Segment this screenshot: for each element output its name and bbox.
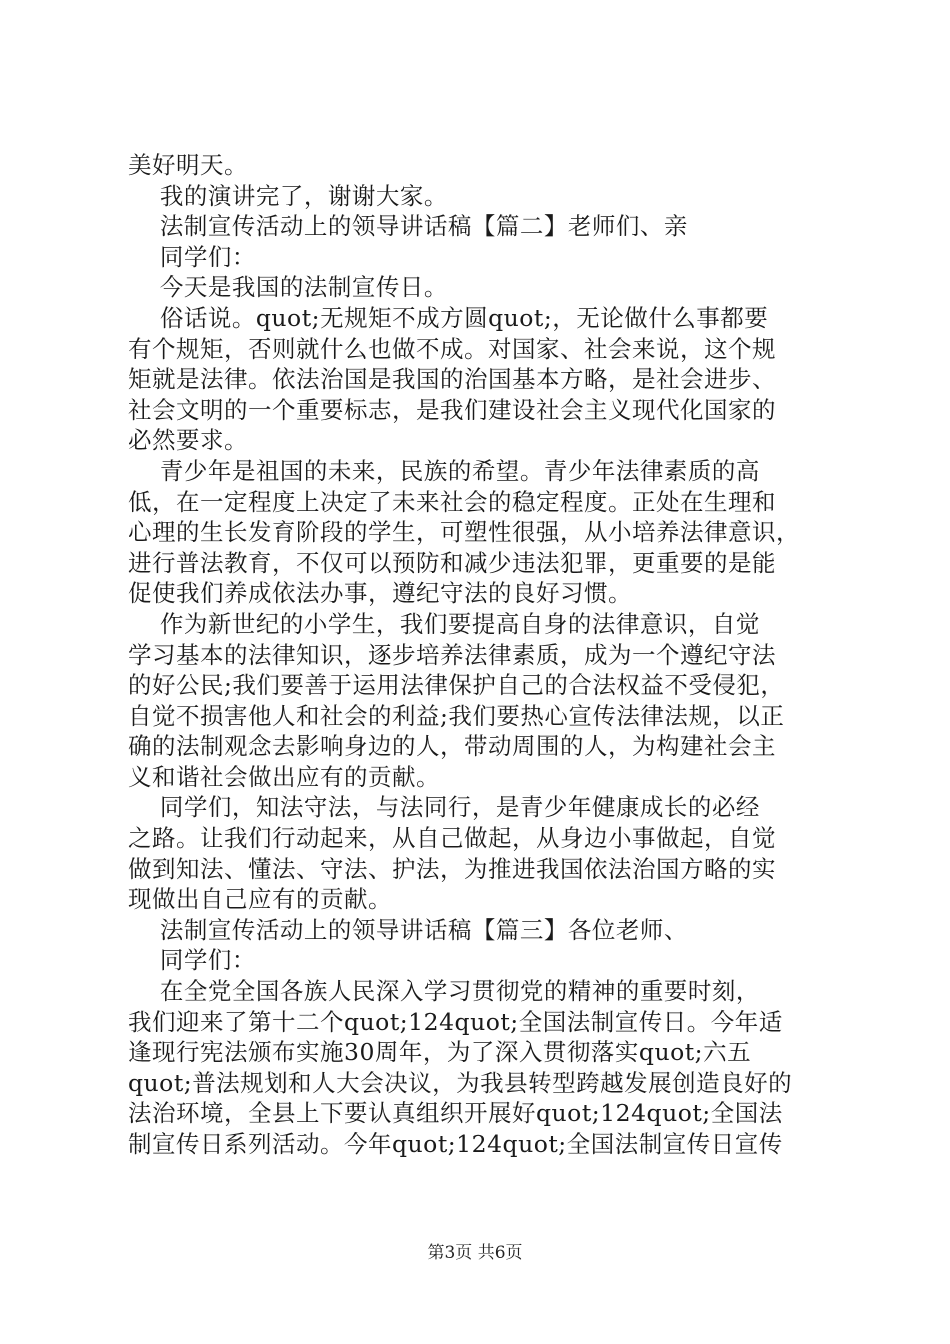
text-line: 今天是我国的法制宣传日。 (128, 273, 448, 302)
text-line: 法治环境，全县上下要认真组织开展好quot;124quot;全国法 (128, 1099, 783, 1128)
body-text (128, 150, 830, 1160)
text-line: 的好公民;我们要善于运用法律保护自己的合法权益不受侵犯， (128, 671, 785, 700)
text-line: 现做出自己应有的贡献。 (128, 885, 392, 914)
page-footer: 第3页 共6页 (427, 1243, 523, 1263)
text-line: 法制宣传活动上的领导讲话稿【篇三】各位老师、 (128, 915, 688, 944)
text-line: 制宣传日系列活动。今年quot;124quot;全国法制宣传日宣传 (128, 1130, 783, 1158)
text-line: 低，在一定程度上决定了未来社会的稳定程度。正处在生理和 (128, 487, 776, 516)
text-line: 做到知法、懂法、守法、护法，为推进我国依法治国方略的实 (128, 854, 776, 883)
text-line: 同学们，知法守法，与法同行，是青少年健康成长的必经 (128, 793, 760, 822)
text-line: 在全党全国各族人民深入学习贯彻党的精神的重要时刻， (128, 977, 760, 1006)
text-line: 促使我们养成依法办事，遵纪守法的良好习惯。 (128, 579, 632, 608)
text-line: 同学们： (128, 946, 256, 975)
text-line: 作为新世纪的小学生，我们要提高自身的法律意识，自觉 (128, 609, 760, 638)
text-line: 我们迎来了第十二个quot;124quot;全国法制宣传日。今年适 (128, 1007, 783, 1036)
text-line: 俗话说。quot;无规矩不成方圆quot;，无论做什么事都要 (128, 303, 769, 332)
text-line: 社会文明的一个重要标志，是我们建设社会主义现代化国家的 (128, 395, 776, 424)
text-line: 美好明天。 (128, 151, 248, 179)
text-line: 我的演讲完了，谢谢大家。 (128, 181, 448, 210)
text-line: 逢现行宪法颁布实施30周年，为了深入贯彻落实quot;六五 (128, 1038, 752, 1067)
text-line: 同学们： (128, 242, 256, 271)
text-line: 有个规矩，否则就什么也做不成。对国家、社会来说，这个规 (128, 334, 776, 363)
text-line: 确的法制观念去影响身边的人，带动周围的人，为构建社会主 (128, 732, 776, 761)
text-line: 之路。让我们行动起来，从自己做起，从身边小事做起，自觉 (128, 824, 776, 853)
text-line: 法制宣传活动上的领导讲话稿【篇二】老师们、亲 (128, 212, 688, 241)
text-line: quot;普法规划和人大会决议，为我县转型跨越发展创造良好的 (128, 1068, 793, 1097)
text-line: 自觉不损害他人和社会的利益;我们要热心宣传法律法规，以正 (128, 701, 785, 730)
text-line: 青少年是祖国的未来，民族的希望。青少年法律素质的高 (128, 456, 760, 485)
text-line: 心理的生长发育阶段的学生，可塑性很强，从小培养法律意识， (128, 518, 800, 547)
text-line: 矩就是法律。依法治国是我国的治国基本方略，是社会进步、 (128, 365, 776, 394)
text-line: 进行普法教育，不仅可以预防和减少违法犯罪，更重要的是能 (128, 548, 776, 577)
text-line: 义和谐社会做出应有的贡献。 (128, 762, 440, 791)
text-line: 必然要求。 (128, 426, 248, 455)
text-line: 学习基本的法律知识，逐步培养法律素质，成为一个遵纪守法 (128, 640, 776, 669)
